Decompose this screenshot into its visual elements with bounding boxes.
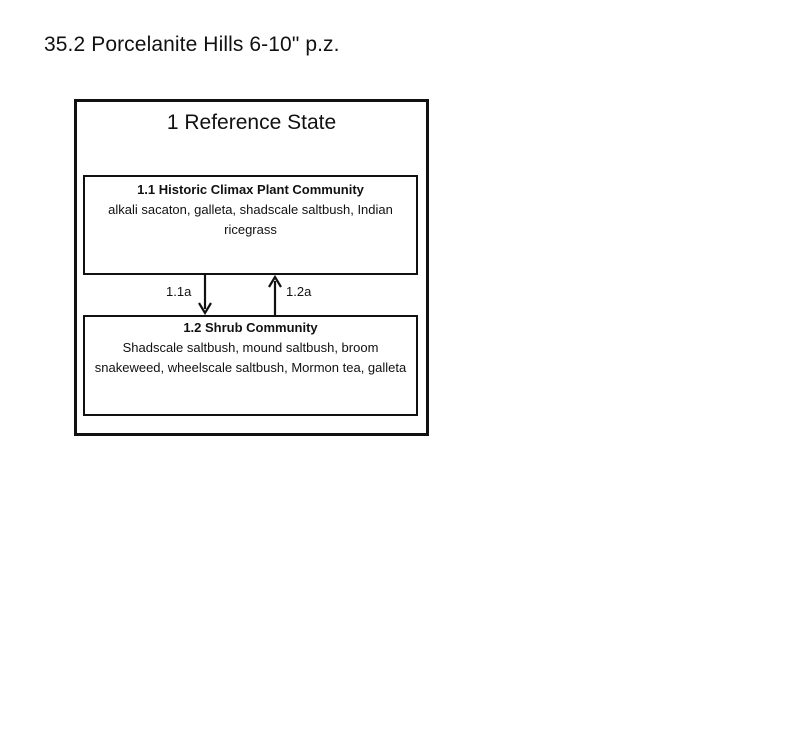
community-box-1-2	[83, 315, 418, 416]
community-species-1-1: alkali sacaton, galleta, shadscale saltbush, Indian ricegrass	[108, 202, 393, 237]
community-heading-1-1: 1.1 Historic Climax Plant Community	[137, 182, 364, 197]
community-species-1-2: Shadscale saltbush, mound saltbush, broom snakeweed, wheelscale saltbush, Mormon tea, galleta	[94, 340, 407, 375]
community-heading-1-2: 1.2 Shrub Community	[183, 320, 318, 335]
state-title: 1 Reference State	[166, 111, 337, 134]
transition-label-1-1a: 1.1a	[166, 284, 192, 299]
community-box-1-1	[83, 175, 418, 275]
page-title: 35.2 Porcelanite Hills 6-10" p.z.	[44, 33, 340, 56]
transition-label-1-2a: 1.2a	[286, 284, 312, 299]
